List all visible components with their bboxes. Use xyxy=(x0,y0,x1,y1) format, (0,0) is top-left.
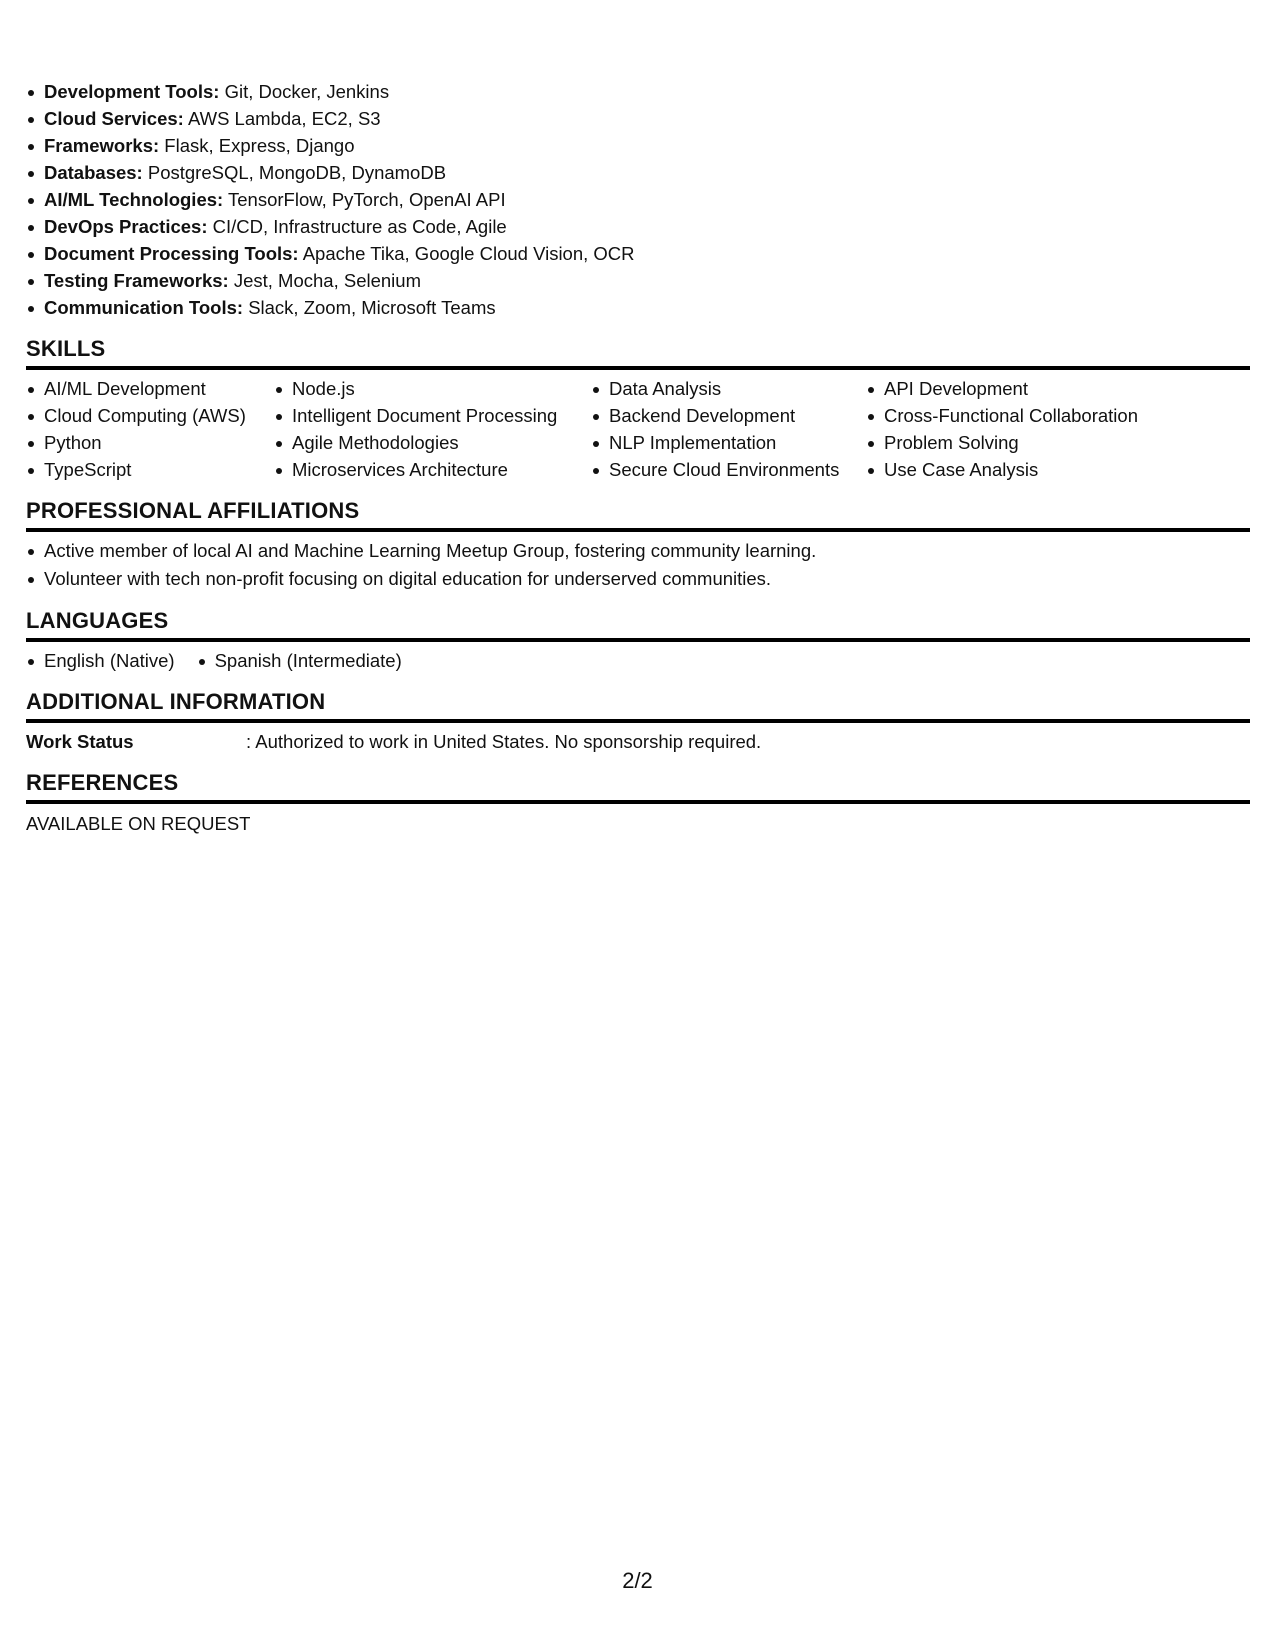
tools-item-value: Slack, Zoom, Microsoft Teams xyxy=(248,297,496,318)
work-status-label: Work Status xyxy=(26,731,134,752)
page-number: 2/2 xyxy=(622,1568,653,1593)
tools-item-value: Jest, Mocha, Selenium xyxy=(233,270,421,291)
tools-item-label: DevOps Practices: xyxy=(44,216,208,237)
skill-item: API Development xyxy=(866,375,1246,402)
skill-item: Microservices Architecture xyxy=(274,456,591,483)
tools-item-value: AWS Lambda, EC2, S3 xyxy=(187,108,381,129)
skills-column xyxy=(26,375,274,483)
tools-item-document-processing xyxy=(26,240,1250,267)
affiliations-heading: PROFESSIONAL AFFILIATIONS xyxy=(26,497,1250,532)
tools-item-development xyxy=(26,78,1250,105)
tools-item-label: Cloud Services: xyxy=(44,108,184,129)
tools-item-testing xyxy=(26,267,1250,294)
skill-item: Python xyxy=(26,429,274,456)
work-status-value: : Authorized to work in United States. No sponsorship required. xyxy=(246,731,762,752)
skills-column xyxy=(866,375,1246,483)
skills-column xyxy=(274,375,591,483)
work-status-row xyxy=(26,728,1250,755)
affiliation-item: Active member of local AI and Machine Learning Meetup Group, fostering community learning. xyxy=(26,537,1250,565)
skill-item: Node.js xyxy=(274,375,591,402)
languages-list xyxy=(26,647,1250,674)
affiliation-item: Volunteer with tech non-profit focusing on digital education for underserved communities. xyxy=(26,565,1250,593)
tools-item-label: Testing Frameworks: xyxy=(44,270,229,291)
skill-item: Problem Solving xyxy=(866,429,1246,456)
skills-heading: SKILLS xyxy=(26,335,1250,370)
tools-item-communication xyxy=(26,294,1250,321)
tools-item-frameworks xyxy=(26,132,1250,159)
skill-item: TypeScript xyxy=(26,456,274,483)
references-text: AVAILABLE ON REQUEST xyxy=(26,813,251,834)
skill-item: Use Case Analysis xyxy=(866,456,1246,483)
tools-item-devops xyxy=(26,213,1250,240)
skills-grid xyxy=(26,375,1250,483)
skill-item: Data Analysis xyxy=(591,375,866,402)
tools-item-label: Databases: xyxy=(44,162,143,183)
skill-item: AI/ML Development xyxy=(26,375,274,402)
skill-item: Backend Development xyxy=(591,402,866,429)
skill-item: Intelligent Document Processing xyxy=(274,402,591,429)
tools-item-label: Frameworks: xyxy=(44,135,160,156)
tools-item-label: Document Processing Tools: xyxy=(44,243,299,264)
tools-item-value: CI/CD, Infrastructure as Code, Agile xyxy=(212,216,507,237)
resume-page xyxy=(26,78,1250,839)
tools-item-value: Flask, Express, Django xyxy=(164,135,355,156)
references-heading: REFERENCES xyxy=(26,769,1250,804)
tools-list xyxy=(26,78,1250,321)
skills-column xyxy=(591,375,866,483)
skill-item: Agile Methodologies xyxy=(274,429,591,456)
skill-item: Cloud Computing (AWS) xyxy=(26,402,274,429)
skill-item: Cross-Functional Collaboration xyxy=(866,402,1246,429)
skill-item: Secure Cloud Environments xyxy=(591,456,866,483)
tools-item-cloud xyxy=(26,105,1250,132)
tools-item-databases xyxy=(26,159,1250,186)
language-item: English (Native) xyxy=(26,647,175,674)
languages-heading: LANGUAGES xyxy=(26,607,1250,642)
tools-item-value: PostgreSQL, MongoDB, DynamoDB xyxy=(147,162,447,183)
tools-item-label: Communication Tools: xyxy=(44,297,244,318)
tools-item-value: TensorFlow, PyTorch, OpenAI API xyxy=(228,189,506,210)
tools-item-value: Apache Tika, Google Cloud Vision, OCR xyxy=(302,243,635,264)
tools-item-aiml xyxy=(26,186,1250,213)
skill-item: NLP Implementation xyxy=(591,429,866,456)
additional-info-heading: ADDITIONAL INFORMATION xyxy=(26,688,1250,723)
affiliations-list xyxy=(26,537,1250,593)
tools-item-label: Development Tools: xyxy=(44,81,220,102)
language-item: Spanish (Intermediate) xyxy=(197,647,402,674)
tools-item-label: AI/ML Technologies: xyxy=(44,189,224,210)
tools-item-value: Git, Docker, Jenkins xyxy=(224,81,390,102)
